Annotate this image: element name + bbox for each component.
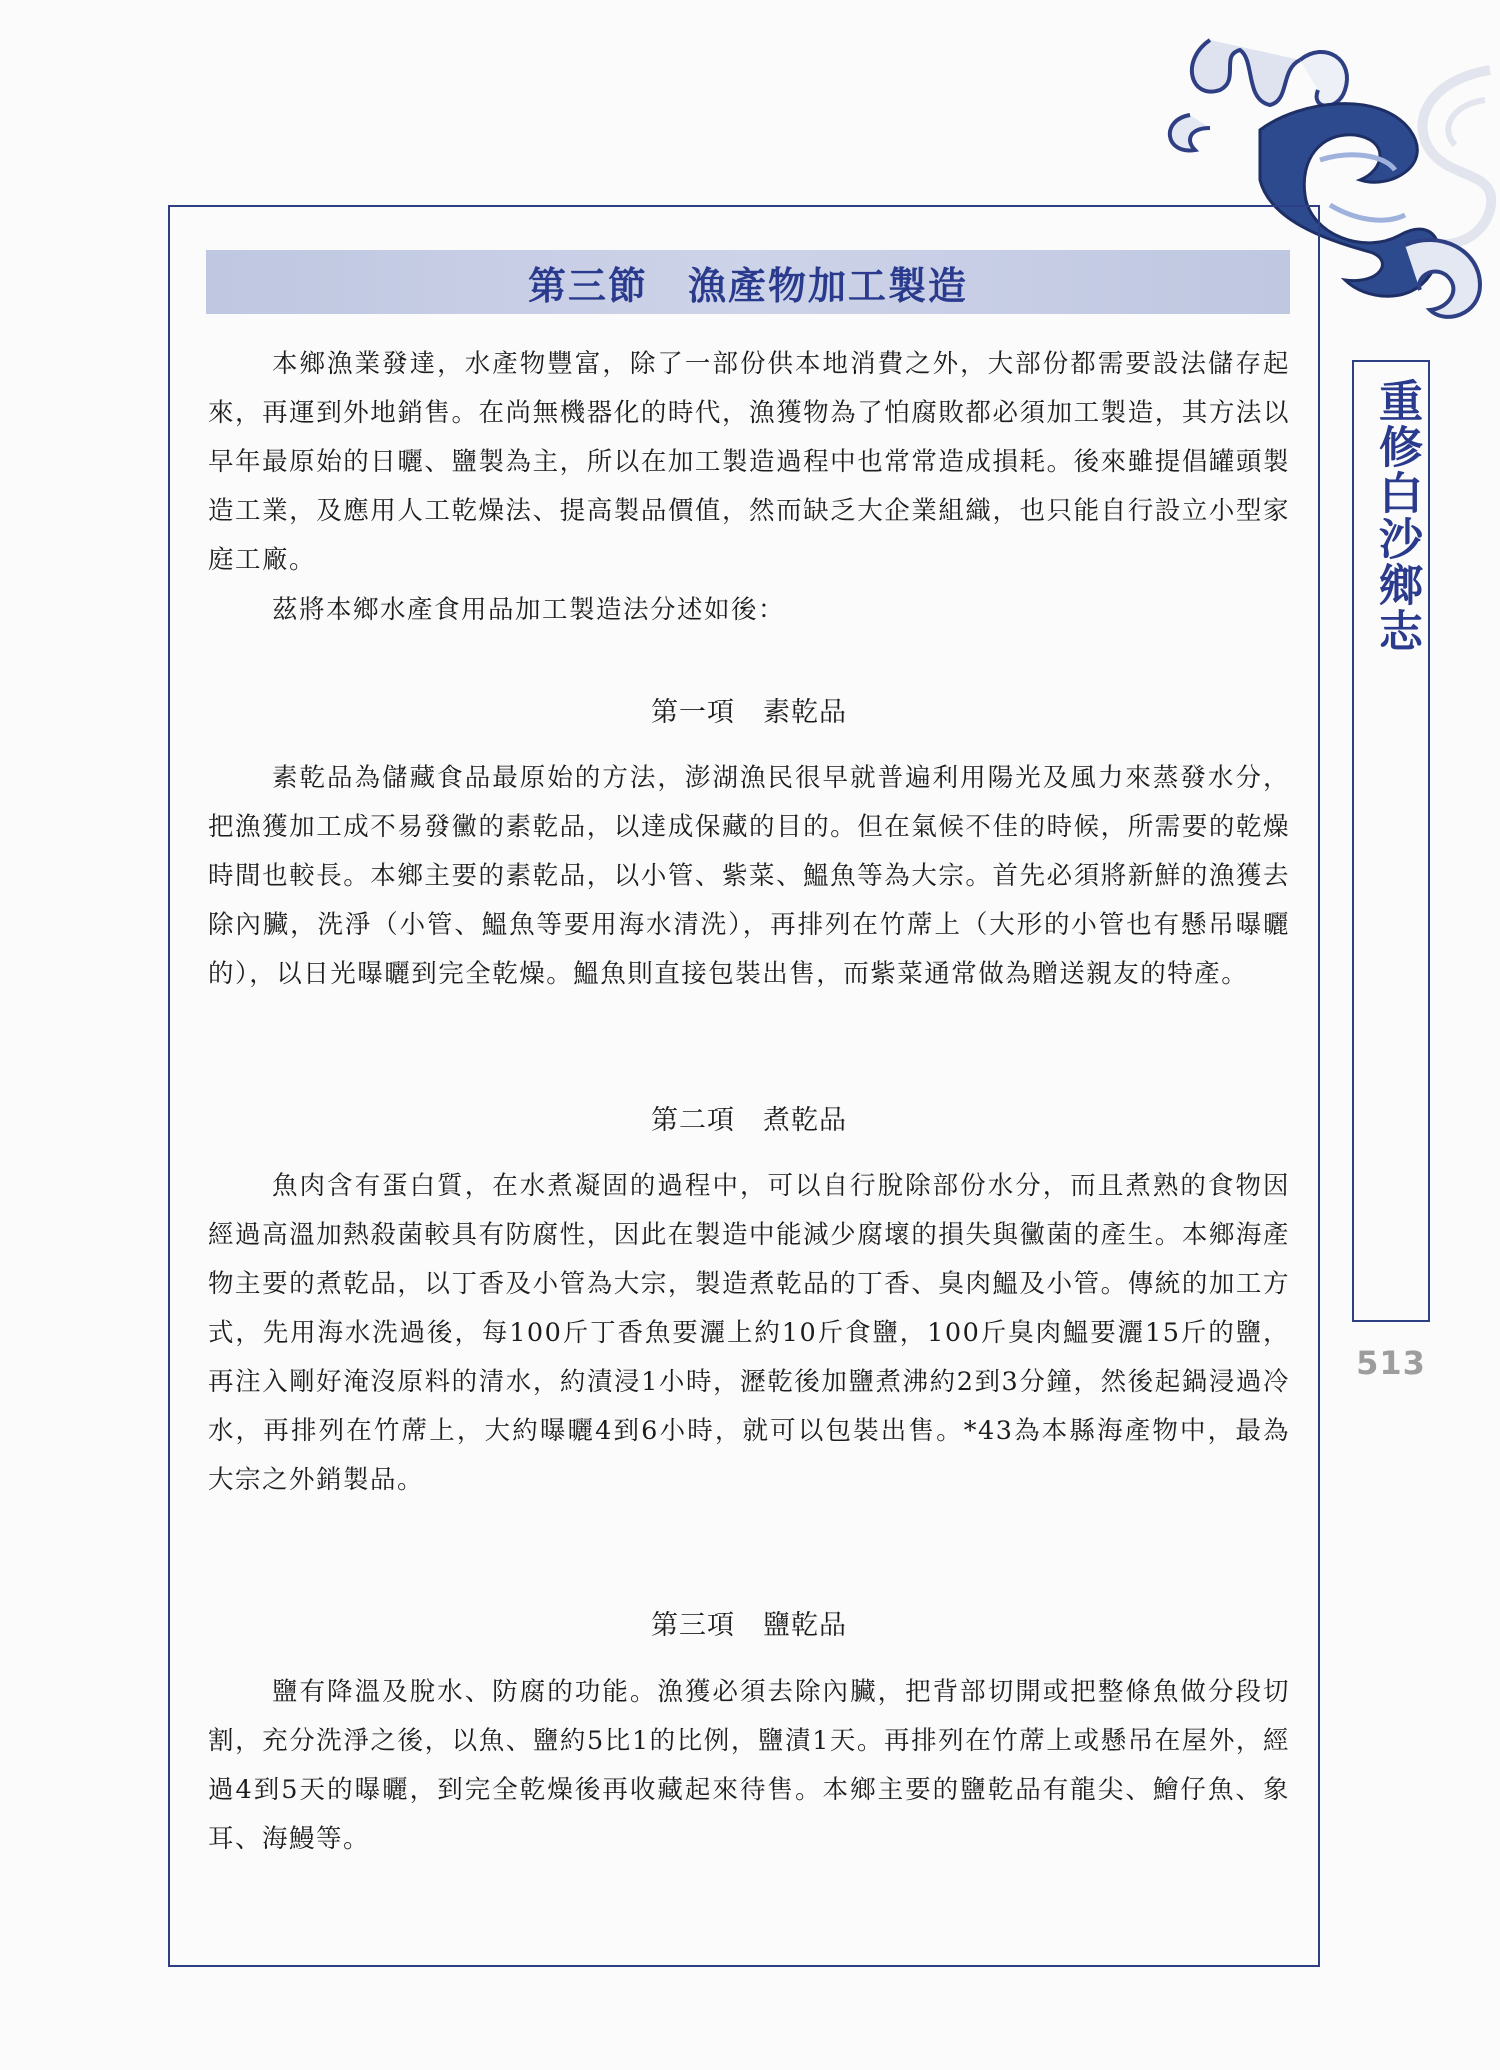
intro-paragraph: 茲將本鄉水產食用品加工製造法分述如後： [272, 595, 786, 625]
item-paragraph: 素乾品為儲藏食品最原始的方法，澎湖漁民很早就普遍利用陽光及風力來蒸發水分，把漁獲加工成不易發黴的素乾品，以達成保藏的目的。但在氣候不佳的時候，所需要的乾燥時間也較長。本鄉主要的素乾品，以小管、紫菜、鰮魚等為大宗。首先必須將新鮮的漁獲去除內臟，洗淨（小管、鰮魚等要用海水清洗），再排列在竹蓆上（大形的小管也有懸吊曝曬的），以日光曝曬到完全乾燥。鰮魚則直接包裝出售，而紫菜通常做為贈送親友的特產。 [208, 763, 1290, 989]
section-title-banner [206, 250, 1290, 314]
item-paragraph: 鹽有降溫及脫水、防腐的功能。漁獲必須去除內臟，把背部切開或把整條魚做分段切割，充分洗淨之後，以魚、鹽約5比1的比例，鹽漬1天。再排列在竹蓆上或懸吊在屋外，經過4到5天的曝曬，到完全乾燥後再收藏起來待售。本鄉主要的鹽乾品有龍尖、鱠仔魚、象耳、海鰻等。 [208, 1677, 1290, 1854]
item-heading: 第二項 煮乾品 [651, 1105, 847, 1136]
book-title: 重修白沙鄉志 [1371, 378, 1422, 654]
intro-paragraph: 本鄉漁業發達，水產物豐富，除了一部份供本地消費之外，大部份都需要設法儲存起來，再運到外地銷售。在尚無機器化的時代，漁獲物為了怕腐敗都必須加工製造，其方法以早年最原始的日曬、鹽製為主，所以在加工製造過程中也常常造成損耗。後來雖提倡罐頭製造工業，及應用人工乾燥法、提高製品價值，然而缺乏大企業組織，也只能自行設立小型家庭工廠。 [208, 349, 1290, 575]
item-heading: 第三項 鹽乾品 [651, 1610, 847, 1641]
page-number: 513 [1356, 1344, 1426, 1382]
section-title: 第三節 漁產物加工製造 [527, 262, 968, 308]
item-heading: 第一項 素乾品 [651, 697, 847, 728]
item-paragraph: 魚肉含有蛋白質，在水煮凝固的過程中，可以自行脫除部份水分，而且煮熟的食物因經過高溫加熱殺菌較具有防腐性，因此在製造中能減少腐壞的損失與黴菌的產生。本鄉海產物主要的煮乾品，以丁香及小管為大宗，製造煮乾品的丁香、臭肉鰮及小管。傳統的加工方式，先用海水洗過後，每100斤丁香魚要灑上約10斤食鹽，100斤臭肉鰮要灑15斤的鹽，再注入剛好淹沒原料的清水，約漬浸1小時，瀝乾後加鹽煮沸約2到3分鐘，然後起鍋浸過冷水，再排列在竹蓆上，大約曝曬4到6小時，就可以包裝出售。*43為本縣海產物中，最為大宗之外銷製品。 [208, 1171, 1290, 1495]
